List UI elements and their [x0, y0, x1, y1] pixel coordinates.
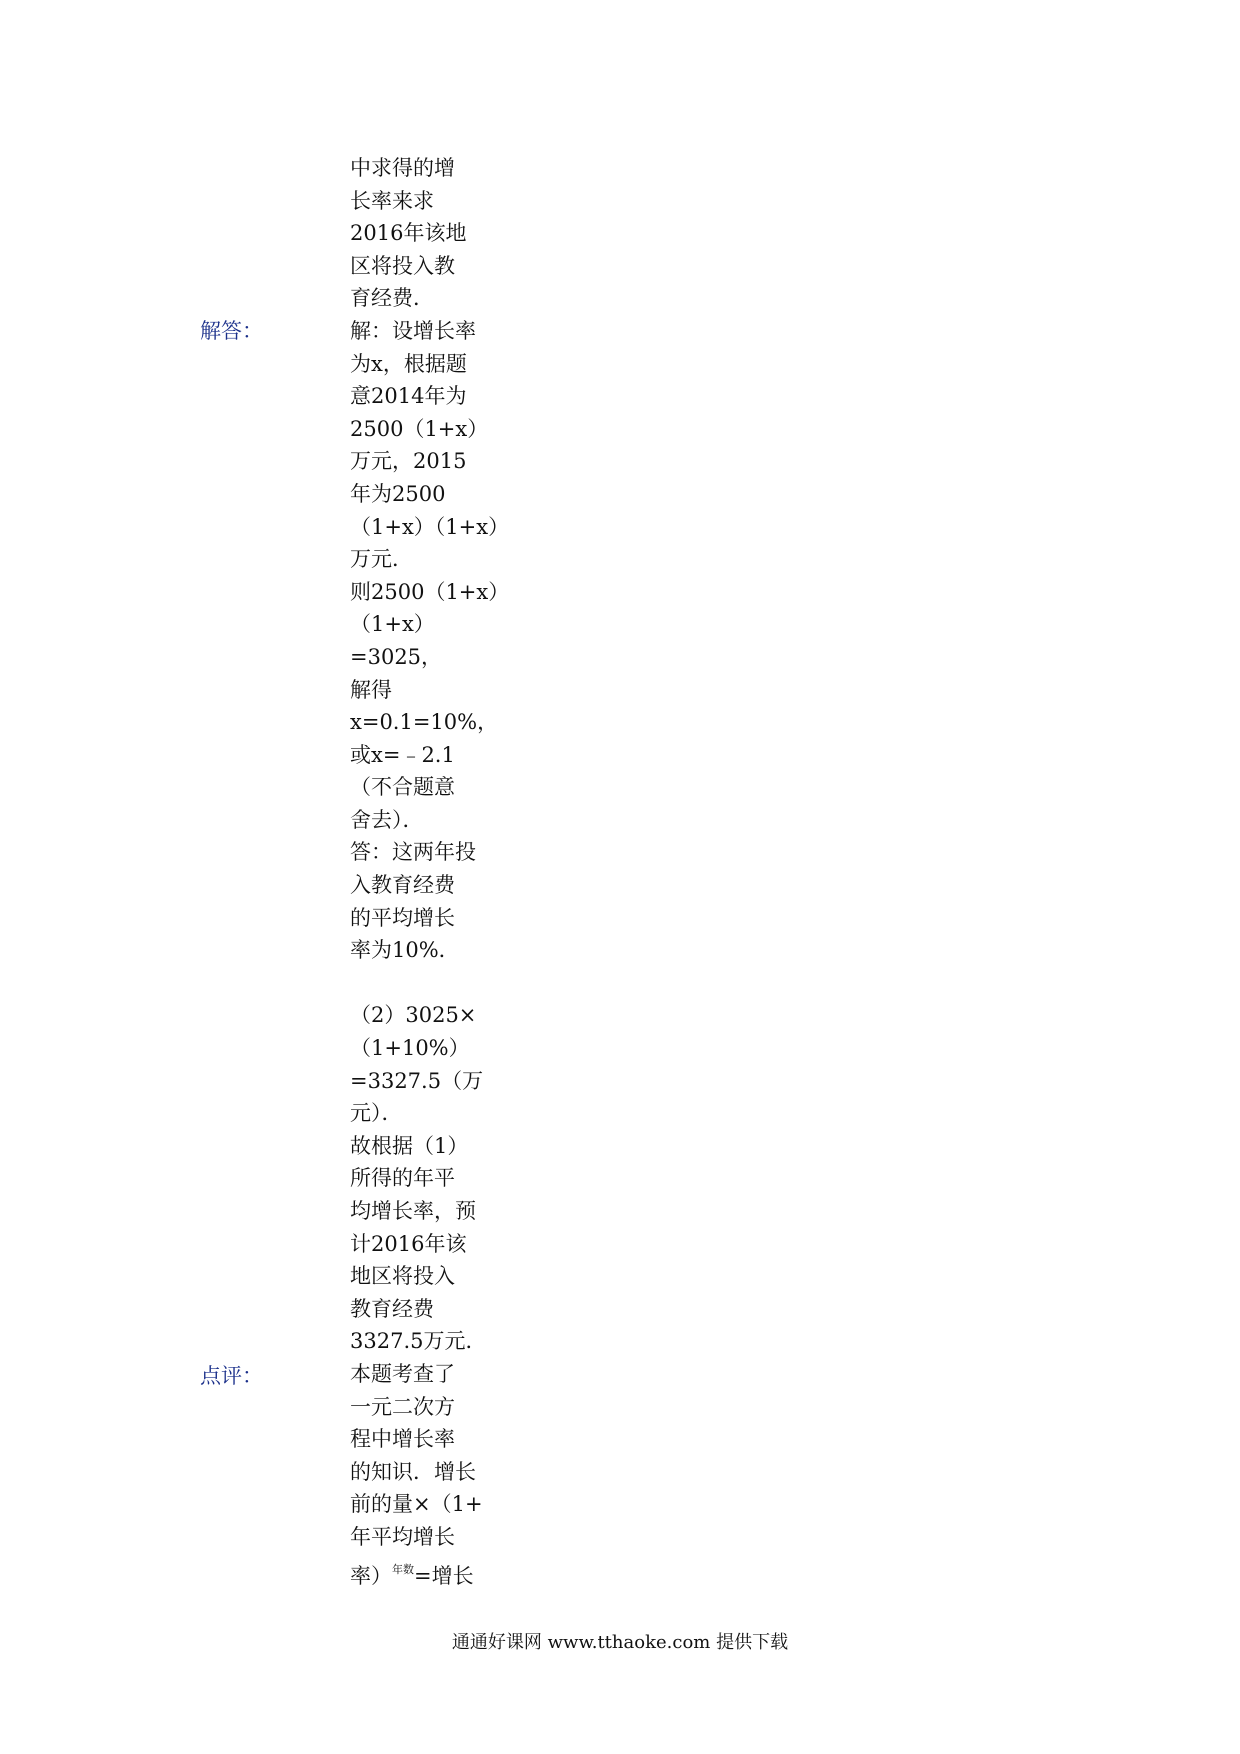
text-line: 地区将投入 [350, 1264, 455, 1289]
text-line: 均增长率，预 [350, 1199, 476, 1223]
content-column [350, 152, 510, 1588]
text-line: 或x=﹣2.1 [350, 742, 455, 767]
text-line: 入教育经费 [350, 873, 455, 898]
text-line: 则2500（1+x） [350, 579, 510, 604]
text-line: 的平均增长 [350, 905, 455, 930]
text-line: 育经费． [350, 286, 434, 311]
text-line: 元）． [350, 1101, 403, 1126]
text-line: （1+10%） [350, 1036, 470, 1061]
text-line: 意2014年为 [350, 384, 467, 409]
blank-line [350, 967, 500, 1000]
superscript-exponent: 年数 [392, 1562, 414, 1576]
text-line: 前的量×（1+ [350, 1492, 483, 1517]
text-line: 中求得的增 [350, 156, 455, 180]
text-line: 所得的年平 [350, 1166, 455, 1191]
text-line: 为x，根据题 [350, 351, 467, 376]
text-line: 区将投入教 [350, 253, 455, 278]
text-line: 率为10%． [350, 938, 460, 963]
text-line: 故根据（1） [350, 1133, 469, 1158]
text-line: =3025， [350, 644, 443, 669]
text-line: 教育经费 [350, 1296, 434, 1321]
text-line: （1+x）（1+x） [350, 514, 510, 539]
text-line: x=0.1=10%， [350, 710, 499, 735]
text-line: =3327.5（万 [350, 1068, 484, 1093]
text-line: 本题考查了 [350, 1361, 455, 1386]
text-line: 解：设增长率 [350, 318, 476, 343]
text-line: 2016年该地 [350, 221, 467, 246]
text-line: （不合题意 [350, 775, 455, 800]
text-line: 答：这两年投 [350, 840, 476, 865]
footer-source-line: 通通好课网 www.tthaoke.com 提供下载 [451, 1632, 789, 1653]
text-line: 的知识．增长 [350, 1459, 476, 1484]
text-line: 万元． [350, 547, 413, 572]
text-line: 舍去）． [350, 807, 424, 832]
text-line: 年为2500 [350, 481, 446, 506]
text-line: 年平均增长 [350, 1524, 455, 1549]
text-line: 解得 [350, 677, 392, 702]
text-line: （2）3025× [350, 1003, 477, 1028]
text-line: 2500（1+x） [350, 416, 489, 441]
text-line: 万元，2015 [350, 449, 467, 474]
text-fragment: 率） [350, 1563, 392, 1588]
text-line: 长率来求 [350, 188, 434, 213]
text-line: 计2016年该 [350, 1231, 467, 1256]
comment-label: 点评： [200, 1364, 263, 1388]
text-fragment: =增长 [414, 1563, 474, 1588]
text-line-with-superscript [350, 1554, 500, 1587]
text-line: 程中增长率 [350, 1427, 455, 1452]
text-line: 3327.5万元． [350, 1329, 487, 1354]
answer-label: 解答： [200, 319, 263, 343]
text-line: 一元二次方 [350, 1394, 455, 1419]
text-line: （1+x） [350, 612, 435, 637]
